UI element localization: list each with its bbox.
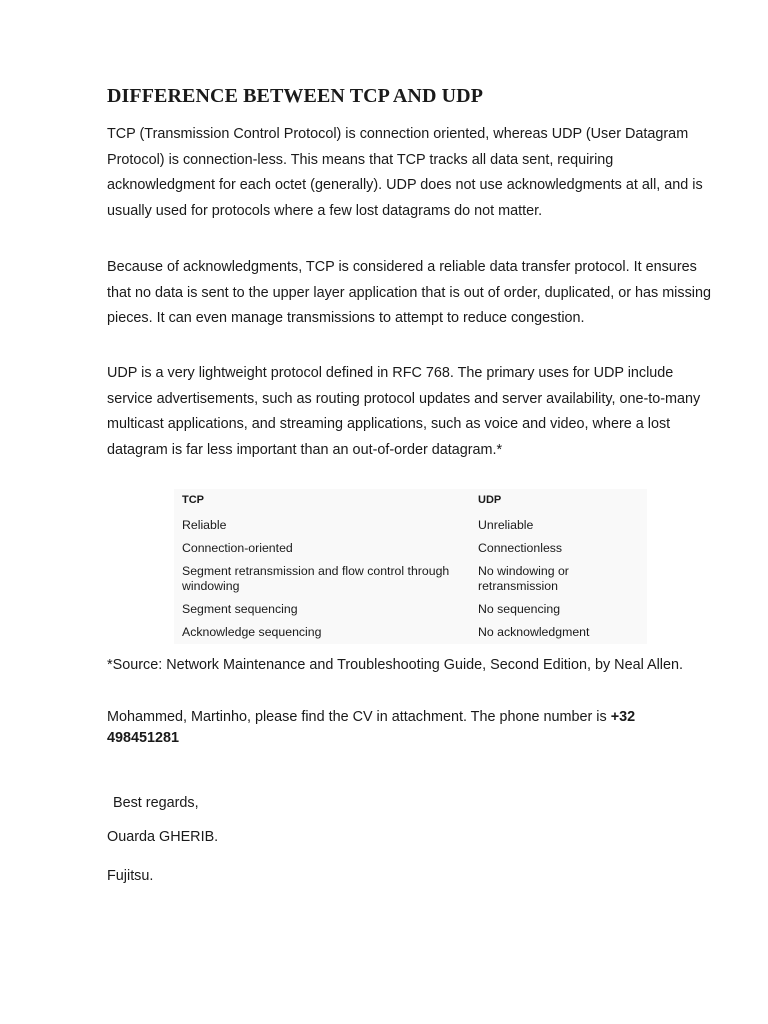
source-note: *Source: Network Maintenance and Troubleshooting Guide, Second Edition, by Neal Allen. — [107, 657, 683, 673]
paragraph-line: multicast applications, and streaming applications, such as voice and video, where a lost — [107, 416, 671, 432]
cv-note-text: Mohammed, Martinho, please find the CV in attachment. The phone number is — [107, 709, 611, 725]
paragraph-line: UDP is a very lightweight protocol defined in RFC 768. The primary uses for UDP include — [107, 365, 674, 381]
table-header-udp: UDP — [478, 494, 502, 506]
table-header-row — [174, 489, 647, 514]
phone-number-part1: +32 — [610, 709, 636, 725]
table-cell: Segment retransmission and flow control through windowing — [182, 564, 450, 593]
table-row — [174, 537, 647, 560]
table-cell: No sequencing — [478, 602, 561, 616]
table-row — [174, 598, 647, 621]
signer-name: Ouarda GHERIB. — [107, 829, 219, 845]
company-name: Fujitsu. — [107, 868, 154, 884]
table-cell: Connection-oriented — [182, 541, 293, 555]
paragraph-udp — [107, 361, 727, 463]
table-cell: Acknowledge sequencing — [182, 625, 322, 639]
table-row — [174, 621, 647, 644]
page-title: DIFFERENCE BETWEEN TCP AND UDP — [107, 85, 484, 107]
paragraph-line: pieces. It can even manage transmissions to attempt to reduce congestion. — [107, 310, 585, 326]
paragraph-line: service advertisements, such as routing protocol updates and server availability, one-to-many — [107, 390, 701, 407]
phone-number-part2: 498451281 — [107, 730, 180, 746]
comparison-table — [174, 489, 647, 644]
closing-greeting: Best regards, — [109, 795, 199, 811]
table-cell: Connectionless — [478, 541, 563, 555]
table-cell: Segment sequencing — [182, 602, 298, 616]
paragraph-line: Protocol) is connection-less. This means that TCP tracks all data sent, requiring — [107, 151, 614, 168]
paragraph-line: TCP (Transmission Control Protocol) is connection oriented, whereas UDP (User Datagram — [107, 126, 689, 142]
paragraph-reliability — [107, 255, 727, 332]
table-row — [174, 514, 647, 537]
paragraph-connection — [107, 122, 727, 224]
paragraph-line: acknowledgment for each octet (generally). UDP does not use acknowledgments at all, and is — [107, 177, 703, 193]
paragraph-line: datagram is far less important than an out-of-order datagram.* — [107, 441, 503, 458]
paragraph-line: that no data is sent to the upper layer application that is out of order, duplicated, or has missing — [107, 284, 711, 301]
table-cell: Reliable — [182, 518, 227, 532]
table-row — [174, 560, 647, 598]
table-cell: No windowing or retransmission — [478, 564, 569, 593]
table-cell: No acknowledgment — [478, 625, 590, 639]
cv-note — [107, 707, 635, 749]
table-header-tcp: TCP — [182, 494, 204, 506]
paragraph-line: usually used for protocols where a few lost datagrams do not matter. — [107, 202, 543, 219]
paragraph-line: Because of acknowledgments, TCP is considered a reliable data transfer protocol. It ensures — [107, 259, 697, 275]
table-cell: Unreliable — [478, 518, 534, 532]
